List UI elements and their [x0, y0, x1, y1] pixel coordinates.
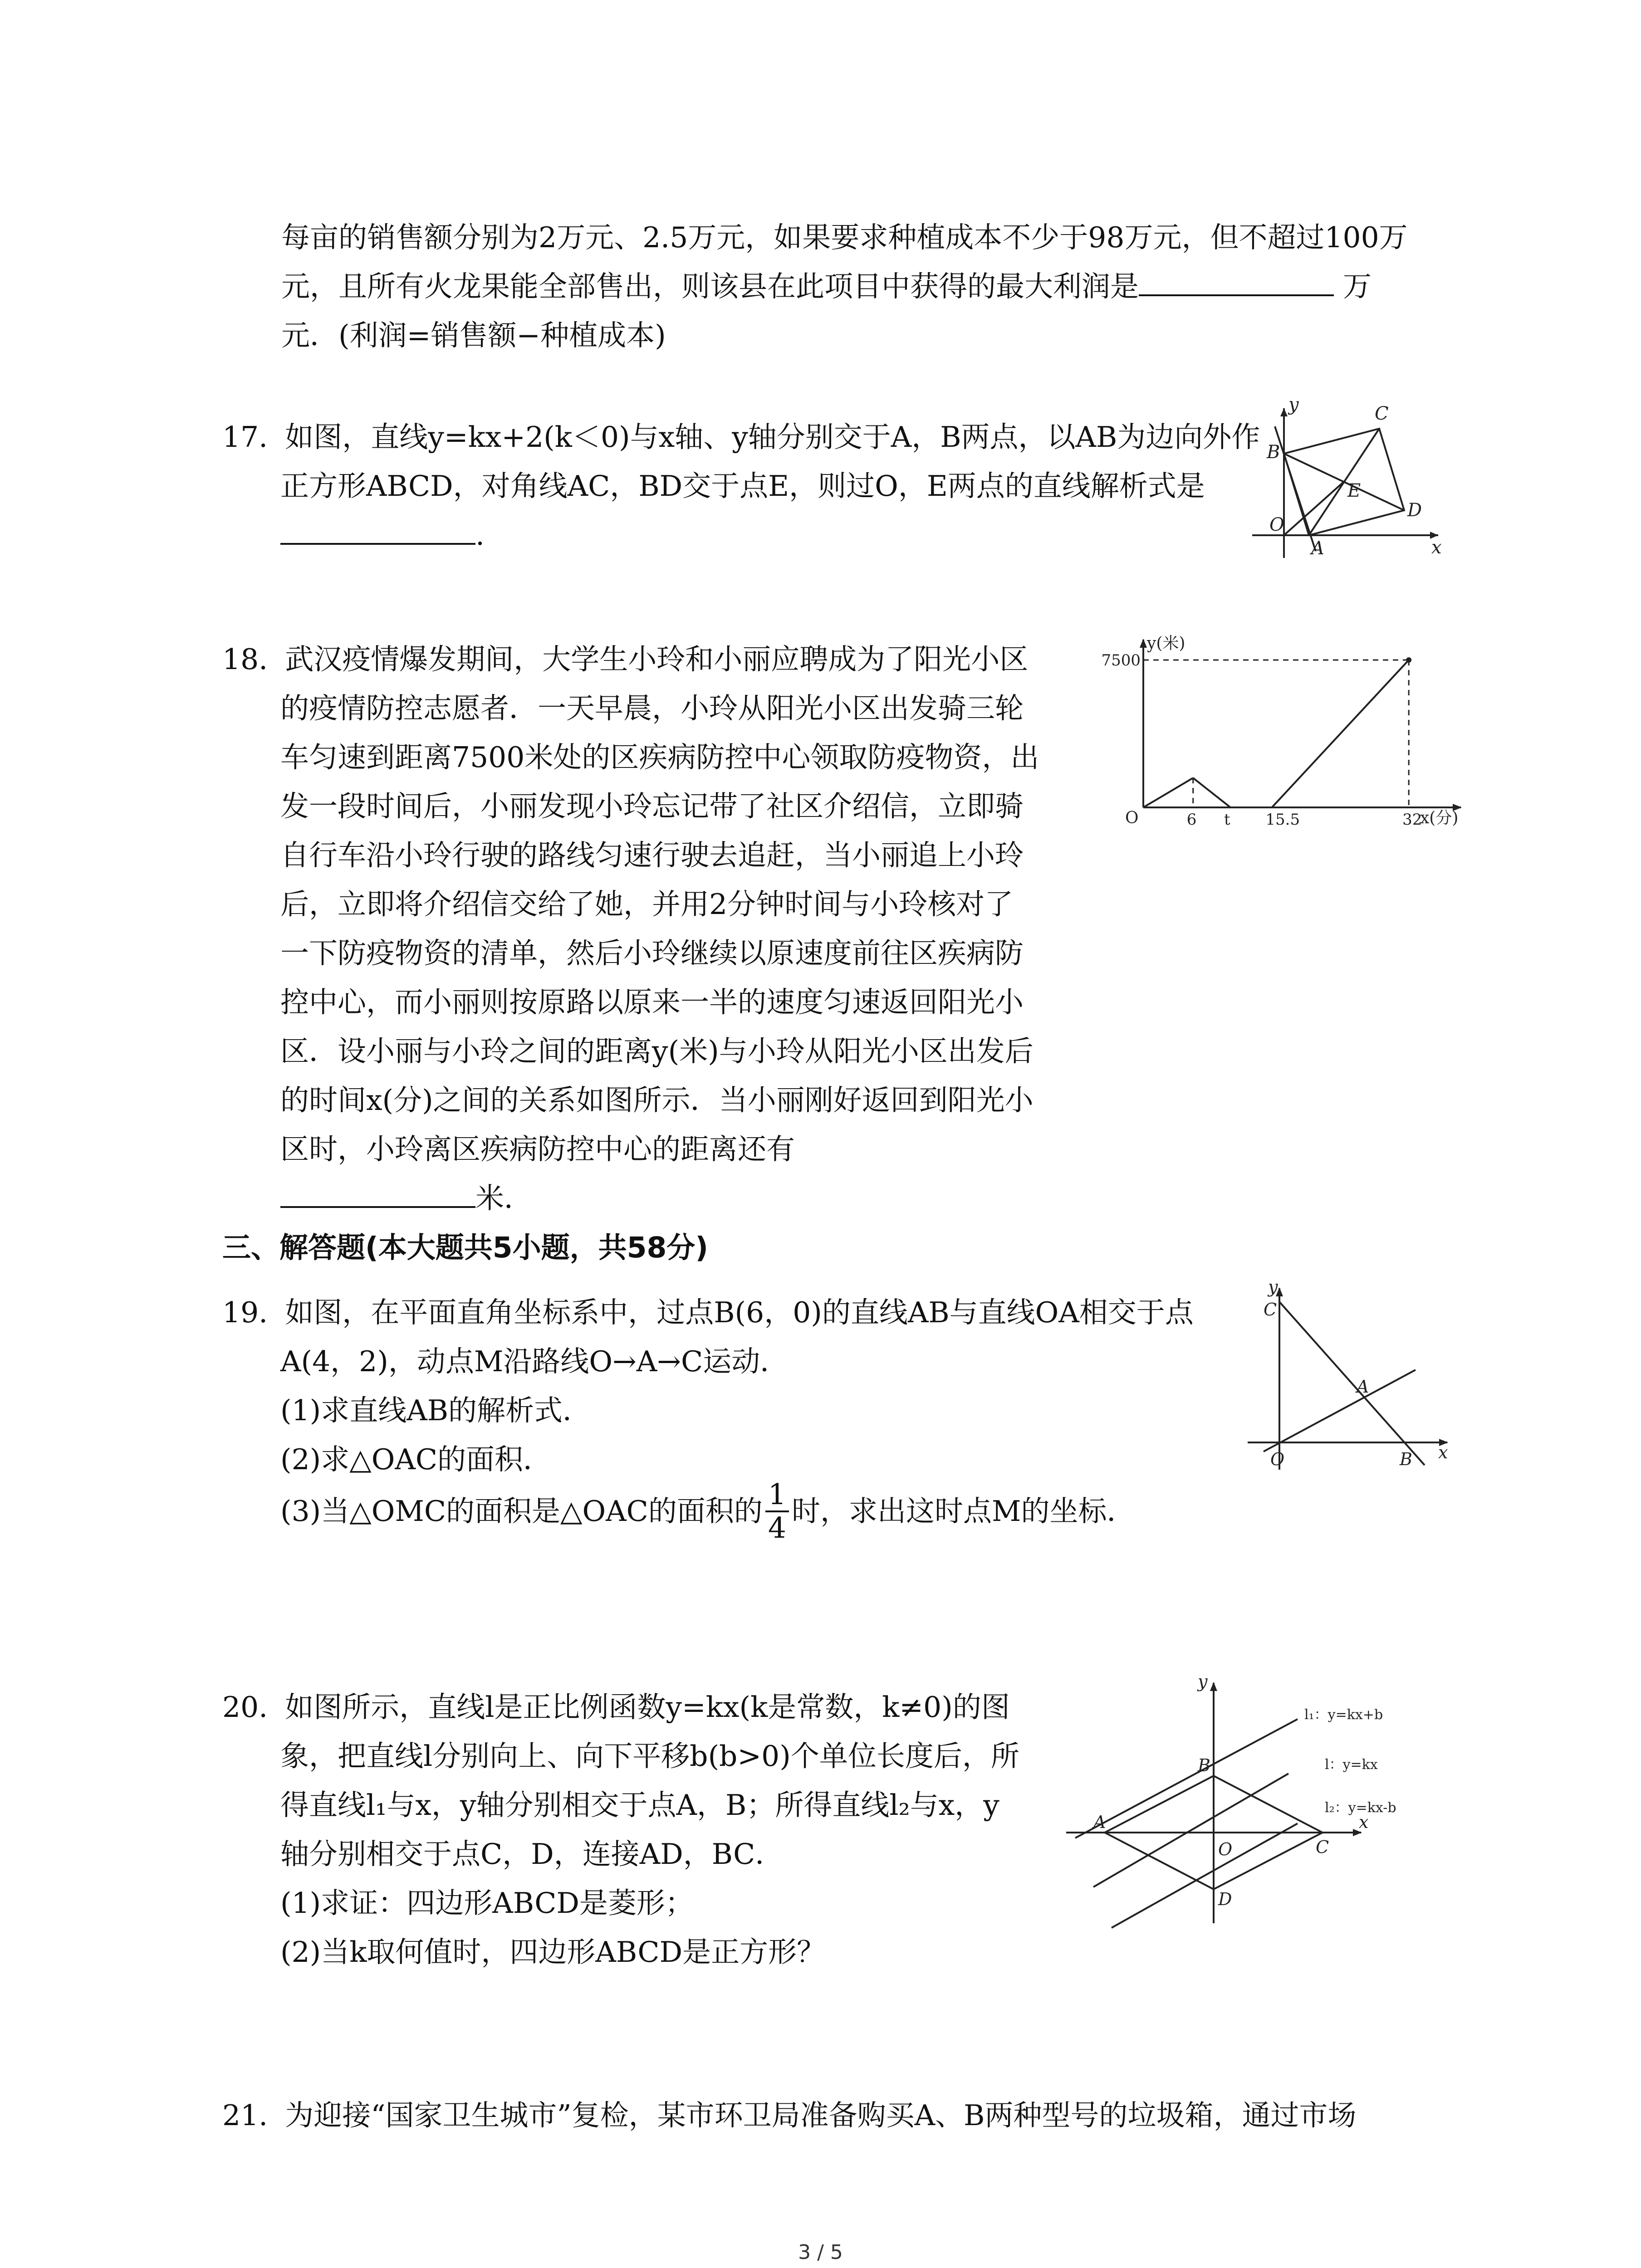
q16-line-1: 每亩的销售额分别为2万元、2.5万元，如果要求种植成本不少于98万元，但不超过100万 [281, 221, 1408, 254]
label-x: x [1359, 1812, 1369, 1832]
line-l [1093, 1774, 1288, 1887]
label-x: x [1438, 1442, 1448, 1462]
q16-line-2-unit: 万 [1343, 270, 1372, 303]
q17-line-3 [280, 511, 485, 560]
q21-line-1 [222, 2091, 1356, 2140]
q18-chart [1101, 631, 1479, 839]
fraction-one-quarter [765, 1479, 789, 1544]
x-tick-label: 6 [1186, 811, 1197, 829]
q18-unit: 米． [475, 1182, 533, 1215]
q18-line-11: 区时，小玲离区疾病防控中心的距离还有 [280, 1133, 795, 1166]
answer-blank-q18[interactable] [280, 1179, 475, 1208]
q19-line-1 [222, 1288, 1194, 1337]
q20-line-3: 得直线l₁与x，y轴分别相交于点A，B；所得直线l₂与x，y [280, 1789, 999, 1822]
diagonal-bd [1284, 454, 1404, 510]
label-c: C [1264, 1300, 1277, 1320]
chart-y-arrow-icon [1140, 639, 1147, 648]
y-axis-arrow-icon [1210, 1682, 1217, 1691]
q18-line-6: 后，立即将介绍信交给了她，并用2分钟时间与小玲核对了 [280, 888, 1014, 921]
fraction-numerator: 1 [765, 1479, 789, 1512]
series-segment [1143, 778, 1193, 807]
label-b: B [1198, 1755, 1210, 1775]
line-oa [1264, 1370, 1416, 1452]
q19-figure [1243, 1279, 1452, 1483]
q19-part-3 [280, 1479, 1135, 1544]
label-c: C [1316, 1837, 1329, 1857]
fraction-denominator: 4 [768, 1511, 786, 1545]
q19-part-3-text-b: 时，求出这时点M的坐标． [791, 1495, 1136, 1528]
q20-figure [1062, 1674, 1452, 1928]
answer-blank-q16[interactable] [1139, 267, 1334, 296]
q19-part-1: (1)求直线AB的解析式． [280, 1394, 592, 1427]
line-ab [1279, 1302, 1425, 1465]
label-a: A [1093, 1812, 1106, 1832]
label-e: E [1347, 480, 1361, 501]
label-y: y [1268, 1277, 1278, 1297]
label-c: C [1375, 403, 1389, 424]
q19-text-1: 如图，在平面直角坐标系中，过点B(6，0)的直线AB与直线OA相交于点 [285, 1296, 1194, 1329]
q21-text-1: 为迎接“国家卫生城市”复检，某市环卫局准备购买A、B两种型号的垃圾箱，通过市场 [285, 2099, 1357, 2132]
label-a: A [1311, 538, 1324, 559]
page-number: 3 / 5 [798, 2241, 843, 2264]
label-y: y [1198, 1672, 1208, 1691]
chart-y-label: y(米) [1147, 634, 1185, 653]
section-heading: 三、解答题(本大题共5小题，共58分) [222, 1231, 709, 1264]
q18-line-8: 控中心，而小丽则按原路以原来一半的速度匀速返回阳光小 [280, 986, 1024, 1019]
q16-line-2-text: 元，且所有火龙果能全部售出，则该县在此项目中获得的最大利润是 [281, 270, 1139, 303]
series-segment [1193, 778, 1230, 807]
q18-line-2: 的疫情防控志愿者．一天早晨，小玲从阳光小区出发骑三轮 [280, 692, 1024, 725]
label-o: O [1218, 1839, 1233, 1859]
chart-origin-label: O [1125, 809, 1139, 827]
question-number: 19. [222, 1296, 268, 1329]
q20-line-1 [222, 1683, 1010, 1732]
chart-x-label: x(分) [1420, 809, 1459, 827]
q18-line-10: 的时间x(分)之间的关系如图所示．当小丽刚好返回到阳光小 [280, 1084, 1034, 1117]
x-tick-label: t [1224, 811, 1230, 829]
q18-line-1 [222, 635, 1028, 684]
q20-part-2: (2)当k取何值时，四边形ABCD是正方形？ [280, 1936, 826, 1969]
label-b: B [1400, 1449, 1412, 1469]
series-segment [1272, 660, 1409, 807]
answer-blank-q17[interactable] [280, 516, 475, 545]
label-o: O [1269, 514, 1284, 535]
q18-line-5: 自行车沿小玲行驶的路线匀速行驶去追赶，当小丽追上小玲 [280, 839, 1024, 872]
label-l-equation: l：y=kx [1325, 1757, 1378, 1773]
y-axis-arrow-icon [1280, 408, 1288, 416]
q18-text-1: 武汉疫情爆发期间，大学生小玲和小丽应聘成为了阳光小区 [285, 643, 1029, 676]
label-o: O [1270, 1449, 1285, 1469]
x-tick-label: 15.5 [1265, 811, 1300, 829]
label-d: D [1218, 1889, 1232, 1909]
q20-part-1: (1)求证：四边形ABCD是菱形； [280, 1887, 694, 1920]
q18-line-9: 区．设小丽与小玲之间的距离y(米)与小玲从阳光小区出发后 [280, 1035, 1034, 1068]
label-l1-equation: l₁：y=kx+b [1304, 1707, 1383, 1723]
label-x: x [1431, 537, 1442, 558]
q16-line-2 [281, 262, 1372, 311]
q18-line-3: 车匀速到距离7500米处的区疾病防控中心领取防疫物资，出 [280, 741, 1039, 774]
q17-period: . [475, 518, 485, 552]
line-l1 [1075, 1719, 1298, 1838]
label-d: D [1407, 500, 1422, 521]
label-y: y [1288, 394, 1299, 415]
q20-line-2: 象，把直线l分别向上、向下平移b(b>0)个单位长度后，所 [280, 1740, 1019, 1773]
q20-text-1: 如图所示，直线l是正比例函数y=kx(k是常数，k≠0)的图 [285, 1691, 1010, 1724]
q19-part-2: (2)求△OAC的面积． [280, 1443, 552, 1476]
q18-line-7: 一下防疫物资的清单，然后小玲继续以原速度前往区疾病防 [280, 937, 1024, 970]
q17-line-2: 正方形ABCD，对角线AC，BD交于点E，则过O，E两点的直线解析式是 [280, 469, 1205, 503]
q20-line-4: 轴分别相交于点C，D，连接AD，BC． [280, 1838, 784, 1871]
label-a: A [1357, 1377, 1369, 1397]
label-b: B [1267, 442, 1280, 463]
q19-part-3-text-a: (3)当△OMC的面积是△OAC的面积的 [280, 1495, 763, 1528]
q19-line-2: A(4，2)，动点M沿路线O→A→C运动． [280, 1345, 789, 1378]
question-number: 17. [222, 420, 268, 454]
q18-line-12 [280, 1174, 533, 1223]
q17-line-1 [222, 413, 1260, 462]
q16-line-3: 元．(利润=销售额−种植成本) [281, 319, 666, 352]
label-l2-equation: l₂：y=kx-b [1325, 1800, 1396, 1816]
q17-figure [1243, 394, 1447, 562]
q17-text-1: 如图，直线y=kx+2(k＜0)与x轴、y轴分别交于A，B两点，以AB为边向外作 [285, 420, 1260, 454]
y-tick-label: 7500 [1101, 651, 1141, 670]
question-number: 18. [222, 643, 268, 676]
line-l2 [1112, 1823, 1298, 1928]
q18-line-4: 发一段时间后，小丽发现小玲忘记带了社区介绍信，立即骑 [280, 790, 1024, 823]
question-number: 20. [222, 1691, 268, 1724]
question-number: 21. [222, 2099, 268, 2132]
end-point [1406, 657, 1411, 663]
x-tick-label: 32 [1402, 811, 1422, 829]
